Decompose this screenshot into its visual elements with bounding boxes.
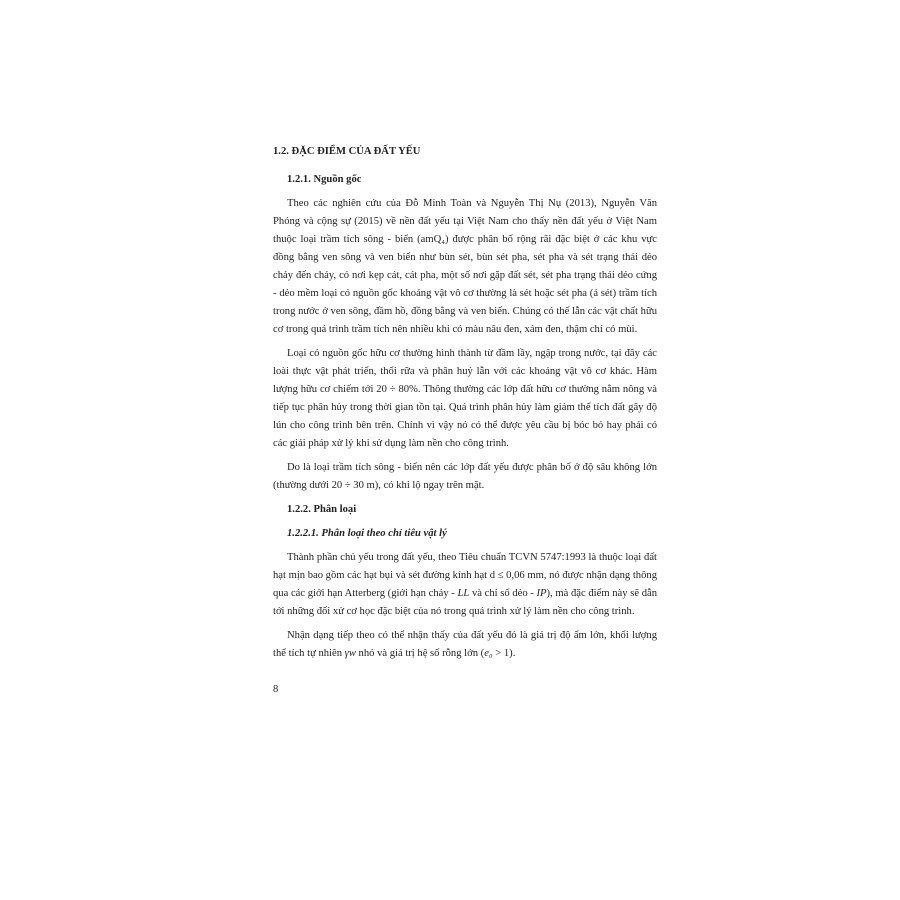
text-run: ), mà đặc điểm này sẽ dẫn tới những đối xử cơ học đặc biệt của nó trong quá trình xử lý làm nền cho công trình. <box>273 588 657 617</box>
subsubsection-heading-physical: 1.2.2.1. Phân loại theo chỉ tiêu vật lý <box>287 528 447 539</box>
text-run: và chỉ số dẻo - <box>469 588 537 599</box>
page-number: 8 <box>273 684 279 695</box>
paragraph-classification-1 <box>273 549 657 621</box>
document-page <box>273 143 657 699</box>
text-run: > 1). <box>492 648 516 659</box>
term-ll: LL <box>457 588 470 599</box>
text-run: nhỏ và giá trị hệ số rỗng lớn ( <box>355 648 485 659</box>
section-heading: 1.2. ĐẶC ĐIỂM CỦA ĐẤT YẾU <box>273 146 421 157</box>
paragraph-origin-3: Do là loại trầm tích sông - biển nên các lớp đất yếu được phân bố ở độ sâu không lớn (thường dưới 20 ÷ 30 m), có khi lộ ngay trên mặt. <box>273 462 657 491</box>
symbol-e0: e₀ <box>484 648 493 659</box>
subsection-heading-classification: 1.2.2. Phân loại <box>287 504 357 515</box>
text-run: Thành phần chủ yếu trong đất yếu, theo Tiêu chuẩn TCVN 5747:1993 là thuộc loại đất hạt mịn bao gồm các hạt bụi và sét đường kính hạt d ≤ 0,06 mm, nó được nhận dạng thông qua các giới hạn Atterberg (giới hạn chảy - <box>273 552 657 599</box>
subsection-heading-origin: 1.2.1. Nguồn gốc <box>287 174 362 185</box>
paragraph-origin-2: Loại có nguồn gốc hữu cơ thường hình thành từ đầm lầy, ngập trong nước, tại đây các loài thực vật phát triển, thối rữa và phân huỷ lẫn với các khoáng vật vô cơ khác. Hàm lượng hữu cơ chiếm tới 20 ÷ 80%. Thông thường các lớp đất hữu cơ thường nằm nông và tiếp tục phân hủy trong thời gian tồn tại. Quá trình phân hủy làm giảm thể tích đất gây độ lún cho công trình bên trên. Chính vì vậy nó có thể được yêu cầu bị bóc bỏ hay phải có các giải pháp xử lý khi sử dụng làm nền cho công trình. <box>273 348 657 449</box>
symbol-gamma-w: γw <box>344 648 356 659</box>
text-run: Nhận dạng tiếp theo có thể nhận thấy của đất yếu đó là giá trị độ ẩm lớn, khối lượng thể tích tự nhiên <box>273 630 657 659</box>
paragraph-origin-1: Theo các nghiên cứu của Đỗ Minh Toàn và Nguyễn Thị Nụ (2013), Nguyễn Văn Phóng và cộng sự (2015) về nền đất yếu tại Việt Nam cho thấy nền đất yếu ở Việt Nam thuộc loại trầm tích sông - biển (amQ₄) được phân bố rộng rãi đặc biệt ở các khu vực đồng bằng ven sông và ven biển như bùn sét, bùn sét pha, sét pha và sét trạng thái dẻo chảy đến chảy, có nơi kẹp cát, cát pha, một số nơi gặp đất sét, sét pha trạng thái dẻo cứng - dẻo mềm loại có nguồn gốc khoáng vật vô cơ thường là sét hoặc sét pha (á sét) trầm tích trong nước ở ven sông, đầm hồ, đồng bằng và ven biển. Chúng có thể lẫn các vật chất hữu cơ trong quá trình trầm tích nên nhiều khi có màu nâu đen, xám đen, thậm chí có mùi. <box>273 198 657 335</box>
term-ip: IP <box>536 588 547 599</box>
paragraph-classification-2 <box>273 627 657 663</box>
